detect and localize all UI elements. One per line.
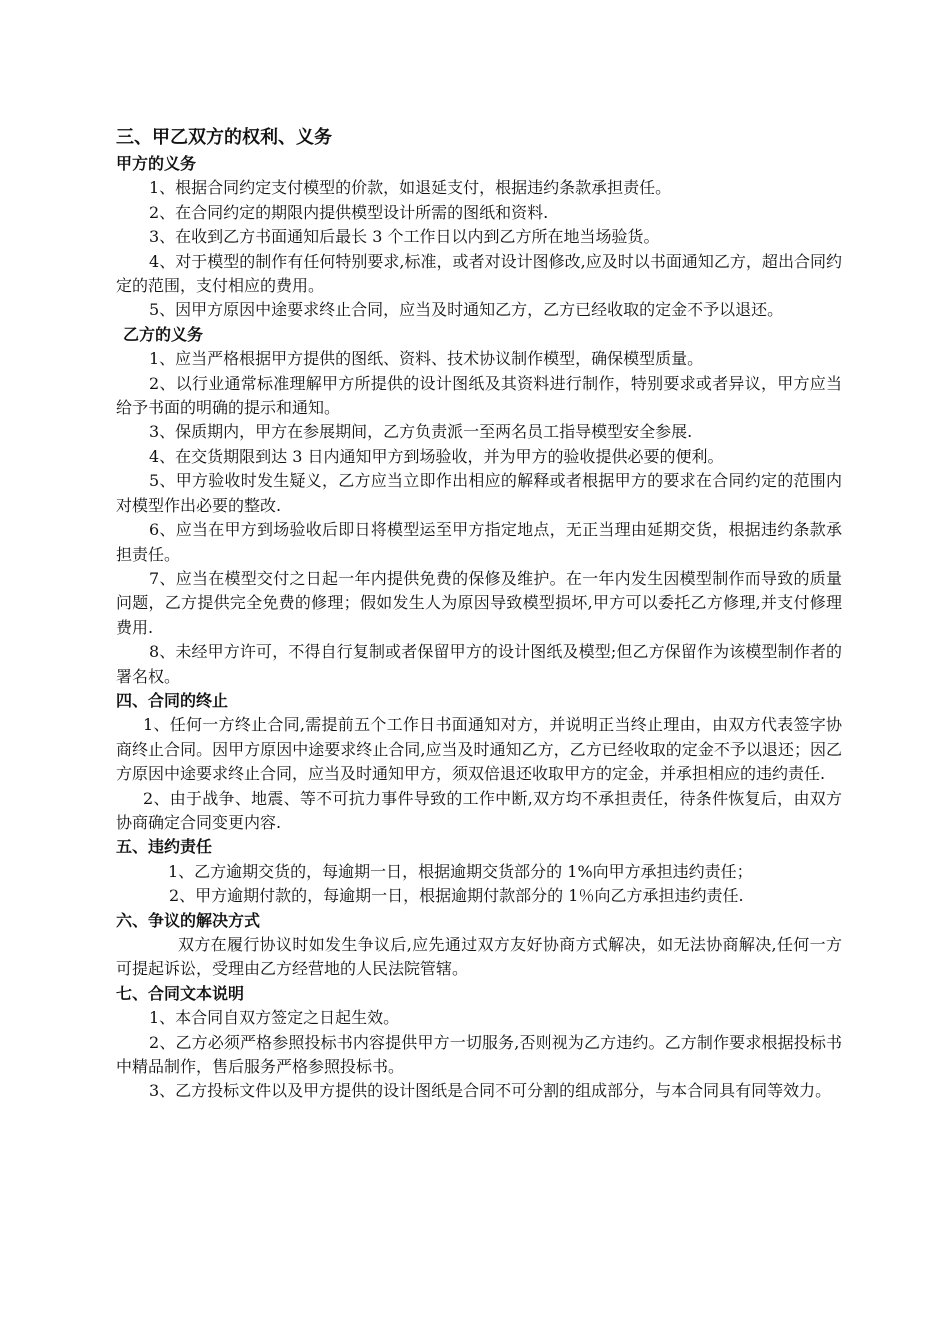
section-3-title: 三、甲乙双方的权利、义务 xyxy=(116,127,332,148)
termination-item-2: 2、由于战争、地震、等不可抗力事件导致的工作中断,双方均不承担责任，待条件恢复后，由双方协商确定合同变更内容. xyxy=(116,788,842,832)
section-4-title: 四、合同的终止 xyxy=(116,690,229,710)
termination-item-1: 1、任何一方终止合同,需提前五个工作日书面通知对方，并说明正当终止理由，由双方代表签字协商终止合同。因甲方原因中途要求终止合同,应当及时通知乙方，乙方已经收取的定金不予以退还；因乙方原因中途要求终止合同，应当及时通知甲方，须双倍退还收取甲方的定金，并承担相应的违约责任. xyxy=(116,715,842,784)
party-b-item-2: 2、以行业通常标准理解甲方所提供的设计图纸及其资料进行制作，特别要求或者异议，甲方应当给予书面的明确的提示和通知。 xyxy=(116,373,842,418)
contract-page xyxy=(116,124,842,1104)
section-6-title: 六、争议的解决方式 xyxy=(116,910,261,930)
section-7-title: 七、合同文本说明 xyxy=(116,983,245,1003)
party-b-item-4: 4、在交货期限到达 3 日内通知甲方到场验收，并为甲方的验收提供必要的便利。 xyxy=(149,446,724,466)
party-b-item-6: 6、应当在甲方到场验收后即日将模型运至甲方指定地点，无正当理由延期交货，根据违约条款承担责任。 xyxy=(116,520,842,564)
party-b-item-8: 8、未经甲方许可，不得自行复制或者保留甲方的设计图纸及模型;但乙方保留作为该模型制作者的署名权。 xyxy=(116,642,842,686)
text-note-item-3: 3、乙方投标文件以及甲方提供的设计图纸是合同不可分割的组成部分，与本合同具有同等效力。 xyxy=(149,1081,832,1101)
liability-item-2: 2、甲方逾期付款的，每逾期一日，根据逾期付款部分的 1％向乙方承担违约责任. xyxy=(169,886,744,906)
party-a-item-5: 5、因甲方原因中途要求终止合同，应当及时通知乙方，乙方已经收取的定金不予以退还。 xyxy=(149,300,784,320)
party-b-obligations-heading: 乙方的义务 xyxy=(123,324,204,344)
party-a-item-4: 4、对于模型的制作有任何特别要求,标准，或者对设计图修改,应及时以书面通知乙方，超出合同约定的范围，支付相应的费用。 xyxy=(116,251,842,296)
dispute-resolution-text: 双方在履行协议时如发生争议后,应先通过双方友好协商方式解决，如无法协商解决,任何一方可提起诉讼，受理由乙方经营地的人民法院管辖。 xyxy=(116,935,842,979)
party-b-item-1: 1、应当严格根据甲方提供的图纸、资料、技术协议制作模型，确保模型质量。 xyxy=(149,349,704,369)
party-a-item-2: 2、在合同约定的期限内提供模型设计所需的图纸和资料. xyxy=(149,202,549,222)
section-5-title: 五、违约责任 xyxy=(116,837,213,857)
party-a-item-1: 1、根据合同约定支付模型的价款，如退延支付，根据违约条款承担责任。 xyxy=(149,178,672,198)
party-b-item-5: 5、甲方验收时发生疑义，乙方应当立即作出相应的解释或者根据甲方的要求在合同约定的范围内对模型作出必要的整改. xyxy=(116,471,842,515)
party-a-item-3: 3、在收到乙方书面通知后最长 3 个工作日以内到乙方所在地当场验货。 xyxy=(149,227,660,247)
text-note-item-2: 2、乙方必须严格参照投标书内容提供甲方一切服务,否则视为乙方违约。乙方制作要求根据投标书中精品制作，售后服务严格参照投标书。 xyxy=(116,1032,842,1077)
text-note-item-1: 1、本合同自双方签定之日起生效。 xyxy=(149,1008,400,1028)
party-a-obligations-heading: 甲方的义务 xyxy=(116,154,197,173)
liability-item-1: 1、乙方逾期交货的，每逾期一日，根据逾期交货部分的 1%向甲方承担违约责任； xyxy=(168,861,753,881)
party-b-item-7: 7、应当在模型交付之日起一年内提供免费的保修及维护。在一年内发生因模型制作而导致的质量问题，乙方提供完全免费的修理；假如发生人为原因导致模型损坏,甲方可以委托乙方修理,并支付修理费用. xyxy=(116,568,842,637)
party-b-item-3: 3、保质期内，甲方在参展期间，乙方负责派一至两名员工指导模型安全参展. xyxy=(149,422,693,442)
